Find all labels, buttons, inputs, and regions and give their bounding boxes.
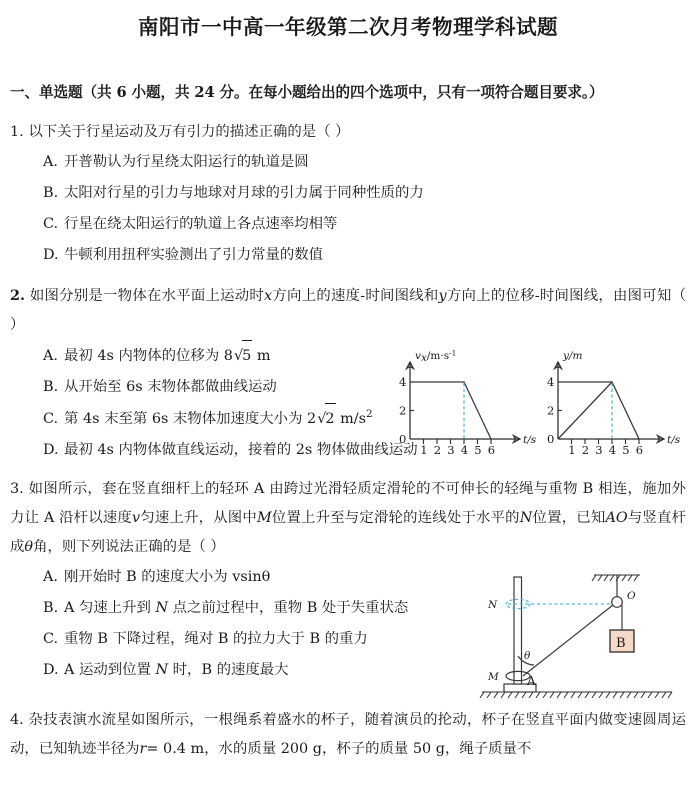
graph-vx-ylabel-sub: x	[420, 351, 427, 364]
question-3-var-theta: θ	[24, 538, 34, 555]
option-2-c-label: C.	[43, 410, 59, 427]
option-2-d-text: 最初 4s 内物体做直线运动，接着的 2s 物体做曲线运动	[64, 441, 418, 458]
question-1	[10, 118, 686, 271]
graph-y-xtick-2: 2	[581, 442, 590, 457]
label-A: A	[527, 673, 536, 688]
question-2-stem-part2: 方向上的速度-时间图线和	[272, 287, 439, 304]
graph-vx-xtick-5: 5	[474, 442, 482, 457]
option-1-c-label: C.	[43, 215, 59, 232]
question-2-var-y: y	[438, 287, 447, 304]
option-3-d-pre: A 运动到位置	[64, 661, 156, 678]
option-3-b-pre: A 匀速上升到	[64, 599, 156, 616]
graph-y-xtick-1: 1	[568, 442, 576, 457]
question-1-number: 1.	[10, 123, 24, 140]
graph-y-ytick-0: 0	[547, 431, 555, 446]
graph-y-xlabel: t/s	[667, 433, 681, 446]
question-3	[10, 475, 686, 700]
question-3-stem-part6: 角，则下列说法正确的是（ ）	[33, 538, 225, 555]
graph-y-xtick-3: 3	[595, 442, 603, 457]
option-3-b-var: N	[155, 599, 169, 616]
option-3-c-label: C.	[43, 630, 59, 647]
pulley-wheel	[612, 596, 623, 607]
graph-y-xtick-5: 5	[622, 442, 630, 457]
label-B: B	[616, 635, 626, 651]
graph-vx-ytick-4: 4	[399, 374, 407, 389]
option-2-b-text: 从开始至 6s 末物体都做曲线运动	[64, 378, 277, 395]
option-1-d-label: D.	[43, 246, 59, 263]
question-4	[10, 706, 686, 764]
graph-vx-xtick-4: 4	[460, 442, 469, 457]
question-2	[10, 281, 686, 466]
question-3-number: 3.	[10, 480, 24, 497]
option-2-c-pre: 第 4s 末至第 6s 末物体加速度大小为 2	[64, 410, 317, 427]
graph-vx-ylabel-v: v	[415, 349, 421, 362]
option-1-d-text: 牛顿利用扭秤实验测出了引力常量的数值	[64, 246, 324, 263]
question-3-stem-part1: 如图所示，套在竖直细杆上的轻环 A 由跨过光滑轻质定滑轮的不可伸长的轻绳与重物 B 相连，施加外力让 A 沿杆以速度	[10, 480, 686, 526]
question-4-stem-part1: 杂技表演水流星如图所示，一根绳系着盛水的杯子，随着演员的抡动，杯子在竖直平面内做变速圆周运动，已知轨迹半径为	[10, 711, 686, 757]
option-1-b-text: 太阳对行星的引力与地球对月球的引力属于同种性质的力	[64, 184, 424, 201]
question-2-number: 2.	[10, 286, 26, 304]
graph-y-ylabel: y/m	[563, 349, 583, 362]
question-1-stem-text: 以下关于行星运动及万有引力的描述正确的是（ ）	[28, 123, 350, 140]
ground-surface	[480, 692, 672, 698]
option-2-c-post: m/s	[335, 410, 366, 427]
question-3-figure	[472, 564, 682, 699]
question-4-stem	[10, 706, 686, 764]
option-3-d-var: N	[155, 661, 169, 678]
question-3-stem-part2: 匀速上升，从图中	[140, 509, 257, 526]
graph-vx-ytick-2: 2	[399, 403, 407, 418]
option-3-a-label: A.	[43, 568, 58, 585]
option-2-a-radicand: 5	[242, 340, 252, 372]
option-1-b[interactable]	[10, 178, 686, 209]
option-2-c-exp: 2	[366, 407, 373, 420]
question-3-var-v: v	[131, 509, 141, 526]
option-1-a-label: A.	[43, 153, 58, 170]
graph-vx-t	[399, 348, 537, 457]
option-1-c[interactable]	[10, 209, 686, 240]
question-2-stem-part3: 方向上的位移-时间图线，由图可知（ ）	[10, 287, 686, 333]
option-3-b-post: 点之前过程中，重物 B 处于失重状态	[168, 599, 409, 616]
question-4-number: 4.	[10, 711, 24, 728]
option-2-d-label: D.	[43, 441, 59, 458]
option-3-d-label: D.	[43, 661, 59, 678]
question-3-stem-part5: 与竖直杆成	[10, 509, 686, 555]
vertical-pole	[514, 577, 522, 684]
ceiling-support	[592, 575, 640, 581]
graph-vx-ylabel	[415, 348, 456, 364]
graph-vx-xtick-2: 2	[433, 442, 442, 457]
option-1-c-text: 行星在绕太阳运行的轨道上各点速率均相等	[64, 215, 338, 232]
graph-y-ytick-4: 4	[547, 374, 555, 389]
graph-y-xtick-6: 6	[635, 442, 644, 457]
velocity-and-displacement-graphs	[392, 346, 684, 464]
question-1-options	[10, 147, 686, 271]
option-3-c-text: 重物 B 下降过程，绳对 B 的拉力大于 B 的重力	[64, 630, 368, 647]
question-1-stem	[10, 118, 686, 147]
option-3-a-text: 刚开始时 B 的速度大小为 vsinθ	[64, 568, 271, 585]
question-2-var-x: x	[264, 287, 273, 304]
question-2-stem-part1: 如图分别是一物体在水平面上运动时	[29, 287, 265, 304]
option-1-b-label: B.	[43, 184, 59, 201]
option-2-c-sqrt: √2	[316, 403, 335, 435]
option-2-a-sqrt: √5	[233, 340, 252, 372]
graph-vx-xlabel: t/s	[523, 433, 537, 446]
question-3-stem-part4: 位置，已知	[532, 509, 606, 526]
question-3-stem-part3: 位置上升至与定滑轮的连线处于水平的	[271, 509, 520, 526]
graph-vx-ylabel-exp: -1	[449, 348, 457, 358]
option-3-d-post: 时，B 的速度最大	[168, 661, 289, 678]
pole-pulley-weight-diagram	[472, 564, 682, 699]
graph-vx-ytick-0: 0	[399, 431, 407, 446]
option-2-b-label: B.	[43, 378, 59, 395]
section-heading: 一、单选题（共 6 小题，共 24 分。在每小题给出的四个选项中，只有一项符合题目要求。）	[10, 83, 604, 101]
question-2-stem	[10, 281, 686, 340]
label-M: M	[488, 670, 499, 683]
label-O: O	[627, 589, 636, 602]
exam-page	[0, 14, 696, 801]
label-theta: θ	[524, 649, 531, 662]
option-1-a-text: 开普勒认为行星绕太阳运行的轨道是圆	[64, 153, 309, 170]
question-4-stem-part2: = 0.4 m，水的质量 200 g，杯子的质量 50 g，绳子质量不	[146, 740, 532, 757]
graph-y-xtick-4: 4	[608, 442, 617, 457]
page-title: 南阳市一中高一年级第二次月考物理学科试题	[138, 15, 558, 39]
graph-y-t	[547, 350, 681, 457]
question-4-var-r: r	[139, 740, 147, 757]
option-1-a[interactable]	[10, 147, 686, 178]
option-2-a-post: m	[252, 347, 271, 364]
question-3-var-AO: AO	[605, 509, 628, 526]
option-1-d[interactable]	[10, 240, 686, 271]
question-3-var-M: M	[256, 509, 272, 526]
graph-vx-xtick-3: 3	[447, 442, 455, 457]
label-N: N	[488, 598, 498, 611]
question-2-figure	[392, 346, 684, 464]
option-2-a-pre: 最初 4s 内物体的位移为 8	[64, 347, 233, 364]
option-2-a-label: A.	[43, 347, 58, 364]
graph-vx-xtick-1: 1	[420, 442, 428, 457]
option-3-b-label: B.	[43, 599, 59, 616]
graph-vx-ylabel-unit: /m·s	[426, 349, 450, 362]
graph-y-ytick-2: 2	[547, 403, 555, 418]
rope-A-to-O	[523, 605, 613, 676]
question-3-stem	[10, 475, 686, 562]
graph-vx-xtick-6: 6	[487, 442, 496, 457]
option-2-c-radicand: 2	[325, 403, 335, 435]
question-3-var-N: N	[519, 509, 533, 526]
